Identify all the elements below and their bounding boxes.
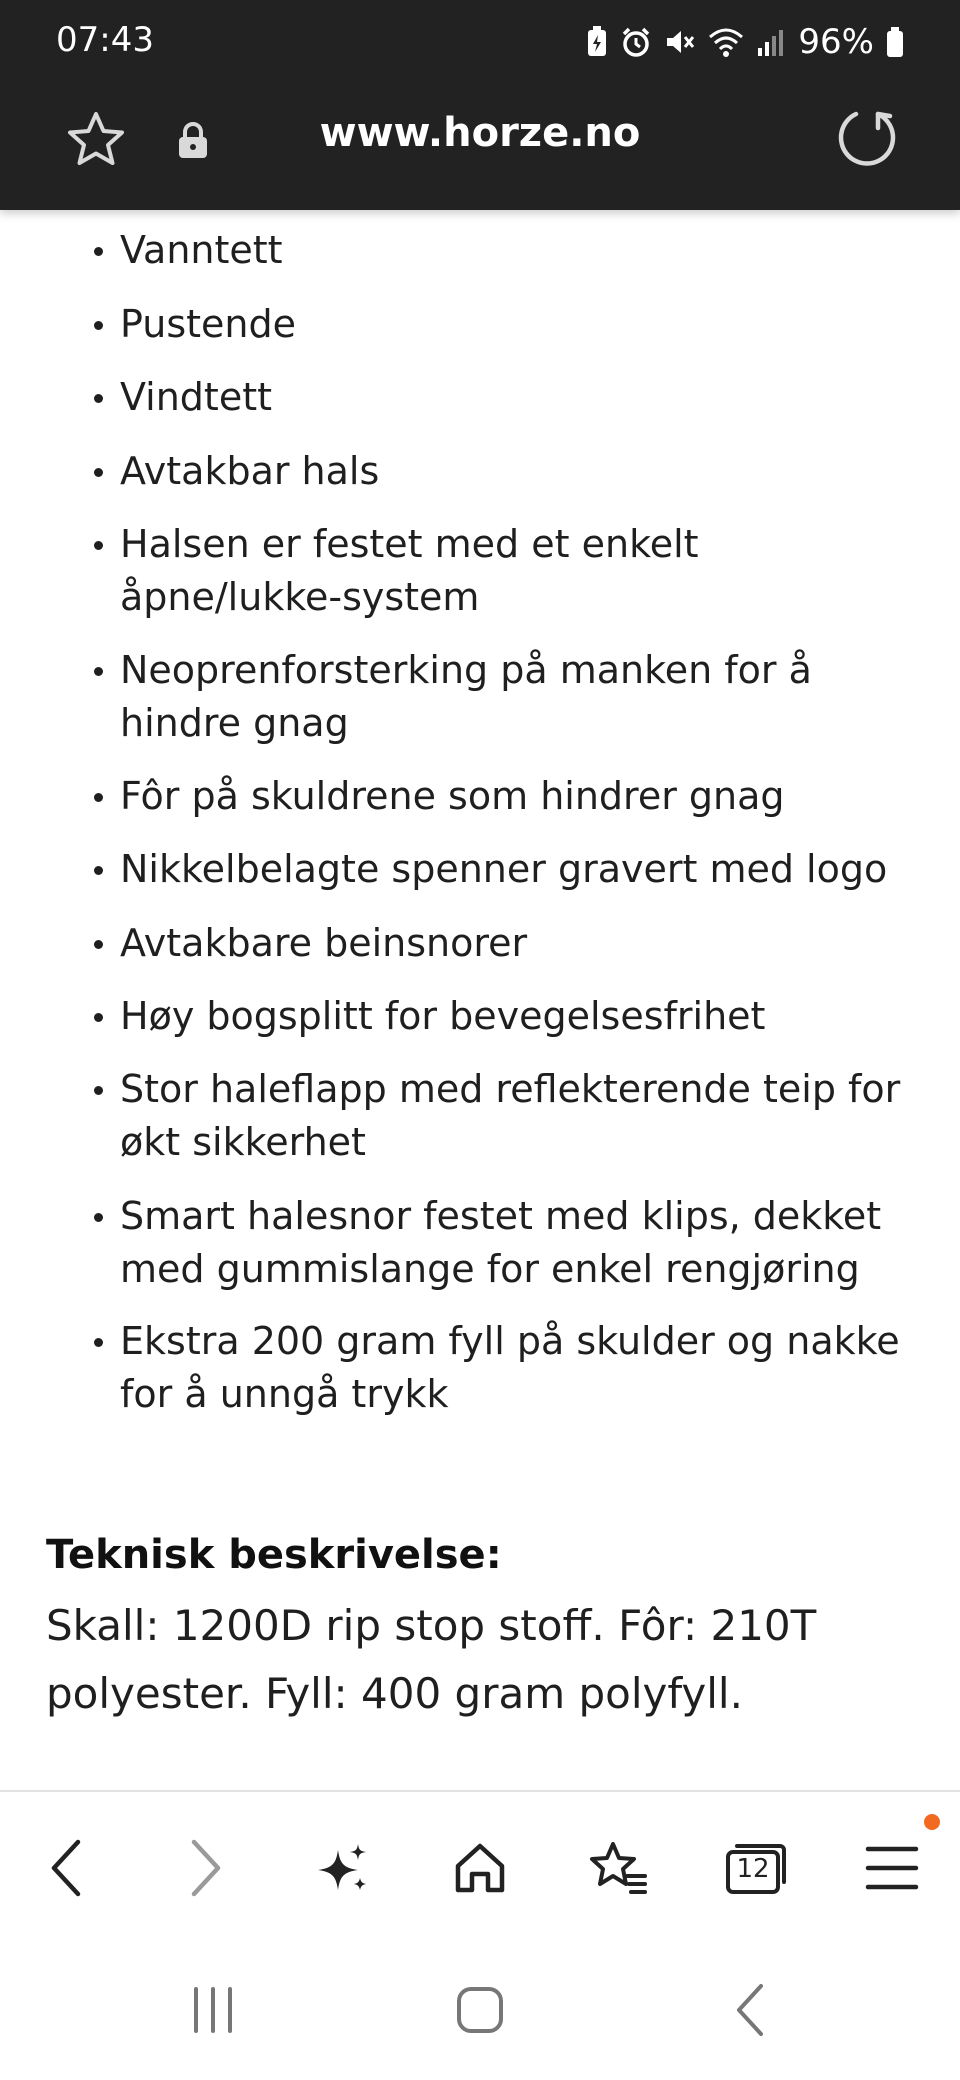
list-item: Smart halesnor festet med klips, dekket med gummislange for enkel rengjøring (120, 1190, 920, 1296)
back-icon (46, 1838, 86, 1898)
list-item: Ekstra 200 gram fyll på skulder og nakke for å unngå trykk (120, 1315, 920, 1421)
list-item: Vindtett (120, 371, 920, 424)
list-item: Avtakbar hals (120, 445, 920, 498)
forward-icon (186, 1838, 226, 1898)
wifi-icon (708, 26, 744, 58)
system-nav-bar (0, 1940, 960, 2080)
list-item: Avtakbare beinsnorer (120, 917, 920, 970)
back-button[interactable] (26, 1828, 106, 1908)
technical-description: Skall: 1200D rip stop stoff. Fôr: 210T polyester. Fyll: 400 gram polyfyll. (46, 1601, 817, 1718)
notification-dot (924, 1814, 940, 1830)
url-bar[interactable] (0, 100, 960, 180)
alarm-icon (620, 26, 652, 58)
recent-apps-icon (188, 1985, 238, 2035)
url-text[interactable]: www.horze.no (319, 110, 641, 156)
signal-icon (756, 26, 784, 58)
reload-icon[interactable] (834, 106, 900, 172)
home-button[interactable] (440, 1828, 520, 1908)
recent-apps-button[interactable] (178, 1980, 248, 2040)
status-icons (586, 20, 904, 64)
list-item: Vanntett (120, 224, 920, 277)
browser-top-bar (0, 0, 960, 210)
menu-button[interactable] (852, 1828, 932, 1908)
back-icon (731, 1982, 771, 2038)
browser-bottom-toolbar (0, 1790, 960, 1940)
list-item: Fôr på skuldrene som hindrer gnag (120, 770, 920, 823)
bookmarks-button[interactable] (578, 1828, 658, 1908)
list-item: Høy bogsplitt for bevegelsesfrihet (120, 990, 920, 1043)
list-item: Pustende (120, 298, 920, 351)
technical-title: Teknisk beskrivelse: (46, 1532, 502, 1578)
list-item: Nikkelbelagte spenner gravert med logo (120, 843, 920, 896)
list-item: Neoprenforsterking på manken for å hindre gnag (120, 644, 920, 750)
forward-button[interactable] (166, 1828, 246, 1908)
mute-icon (664, 26, 696, 58)
page-content (0, 210, 960, 1790)
assistant-button[interactable] (302, 1828, 382, 1908)
tabs-icon (725, 1840, 787, 1896)
tabs-count: 12 (736, 1854, 770, 1884)
status-time: 07:43 (56, 20, 154, 60)
menu-icon (864, 1843, 920, 1893)
list-item: Halsen er festet med et enkelt åpne/lukke-system (120, 518, 920, 624)
home-icon (454, 1984, 506, 2036)
battery-saver-icon (586, 26, 608, 58)
battery-percentage: 96% (798, 22, 874, 62)
list-item: Stor haleflapp med reflekterende teip for økt sikkerhet (120, 1063, 920, 1169)
assistant-sparkle-icon (314, 1840, 370, 1896)
system-back-button[interactable] (716, 1980, 786, 2040)
system-home-button[interactable] (445, 1980, 515, 2040)
battery-icon (886, 26, 904, 58)
bookmarks-icon (587, 1840, 649, 1896)
home-icon (452, 1840, 508, 1896)
tabs-button[interactable] (716, 1828, 796, 1908)
